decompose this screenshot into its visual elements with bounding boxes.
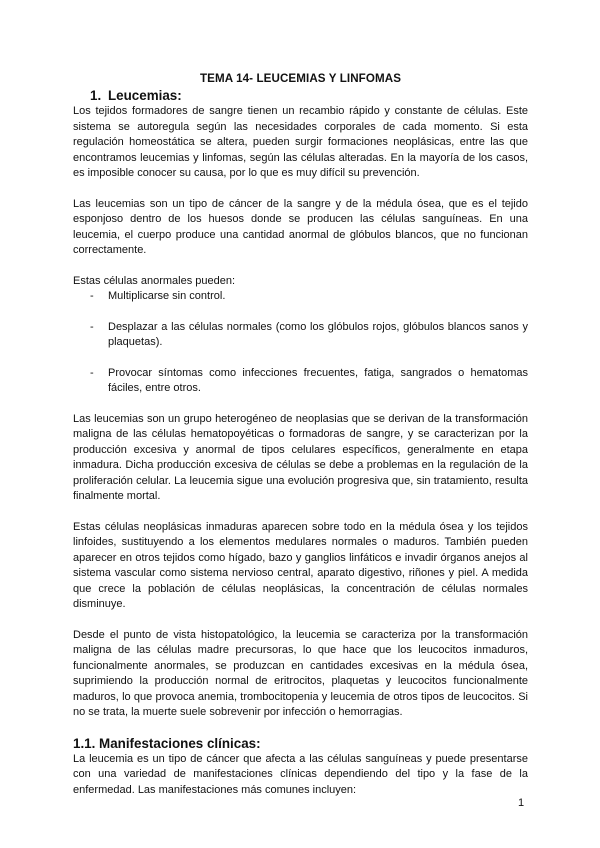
list-item — [73, 366, 528, 397]
list-item-text: Multiplicarse sin control. — [108, 290, 226, 302]
bullet-marker: - — [90, 320, 94, 333]
subsection-heading-manifestaciones: 1.1. Manifestaciones clínicas: — [73, 735, 261, 751]
list-item-text: Desplazar a las células normales (como los glóbulos rojos, glóbulos blancos sanos y plaquetas). — [108, 320, 528, 348]
paragraph-4: Las leucemias son un grupo heterogéneo de neoplasias que se derivan de la transformación maligna de las células hematopoyéticas o formadoras de sangre, y se caracterizan por la producción excesiva y anormal de tipos celulares específicos, generalmente en etapa inmadura. Dicha producción excesiva de células se debe a problemas en la regulación de la proliferación celular. La leucemia sigue una evolución progresiva que, sin tratamiento, resulta finalmente mortal. — [73, 412, 528, 502]
section-number: 1. — [90, 88, 102, 103]
paragraph-3: Estas células anormales pueden: — [73, 274, 236, 287]
page-content — [73, 71, 528, 798]
section-title: Leucemias: — [108, 88, 182, 103]
paragraph-1: Los tejidos formadores de sangre tienen un recambio rápido y constante de células. Este sistema se autoregula según las necesidades corporales de cada momento. Si esta regulación homeostática se altera, pueden surgir formaciones neoplásicas, entre las que encontramos leucemias y linfomas, según las células alteradas. En la mayoría de los casos, es imposible conocer su causa, por lo que es muy difícil su prevención. — [73, 105, 528, 179]
section-heading-leucemias — [73, 88, 528, 104]
bullet-marker: - — [90, 290, 94, 302]
bullet-marker: - — [90, 366, 94, 379]
bullet-list — [73, 289, 528, 397]
paragraph-5: Estas células neoplásicas inmaduras aparecen sobre todo en la médula ósea y los tejidos linfoides, sustituyendo a los elementos medulares normales o maduros. También pueden aparecer en otros tejidos como hígado, bazo y ganglios linfáticos e invadir órganos anejos al sistema vascular como sistema nervioso central, aparato digestivo, riñones y piel. A medida que crece la población de células neoplásicas, la concentración de células normales disminuye. — [73, 520, 528, 610]
list-item — [73, 320, 528, 351]
paragraph-6: Desde el punto de vista histopatológico, la leucemia se caracteriza por la transformación maligna de las células madre precursoras, lo que hace que los leucocitos inmaduros, funcionalmente anormales, se produzcan en cantidades excesivas en la médula ósea, suprimiendo la producción normal de eritrocitos, plaquetas y leucocitos funcionalmente maduros, lo que provoca anemia, trombocitopenia y leucemia de otros tipos de leucocitos. Si no se trata, la muerte suele sobrevenir por infección o hemorragias. — [73, 628, 528, 718]
list-item — [73, 289, 528, 305]
page-number: 1 — [518, 797, 525, 809]
paragraph-2: Las leucemias son un tipo de cáncer de la sangre y de la médula ósea, que es el tejido esponjoso dentro de los huesos donde se producen las células sanguíneas. En una leucemia, el cuerpo produce una cantidad anormal de glóbulos blancos, que no funcionan correctamente. — [73, 197, 528, 256]
list-item-text: Provocar síntomas como infecciones frecuentes, fatiga, sangrados o hematomas fáciles, entre otros. — [108, 366, 528, 394]
paragraph-7: La leucemia es un tipo de cáncer que afecta a las células sanguíneas y puede presentarse con una variedad de manifestaciones clínicas dependiendo del tipo y la fase de la enfermedad. Las manifestaciones más comunes incluyen: — [73, 752, 528, 796]
document-title: TEMA 14- LEUCEMIAS Y LINFOMAS — [199, 72, 402, 85]
